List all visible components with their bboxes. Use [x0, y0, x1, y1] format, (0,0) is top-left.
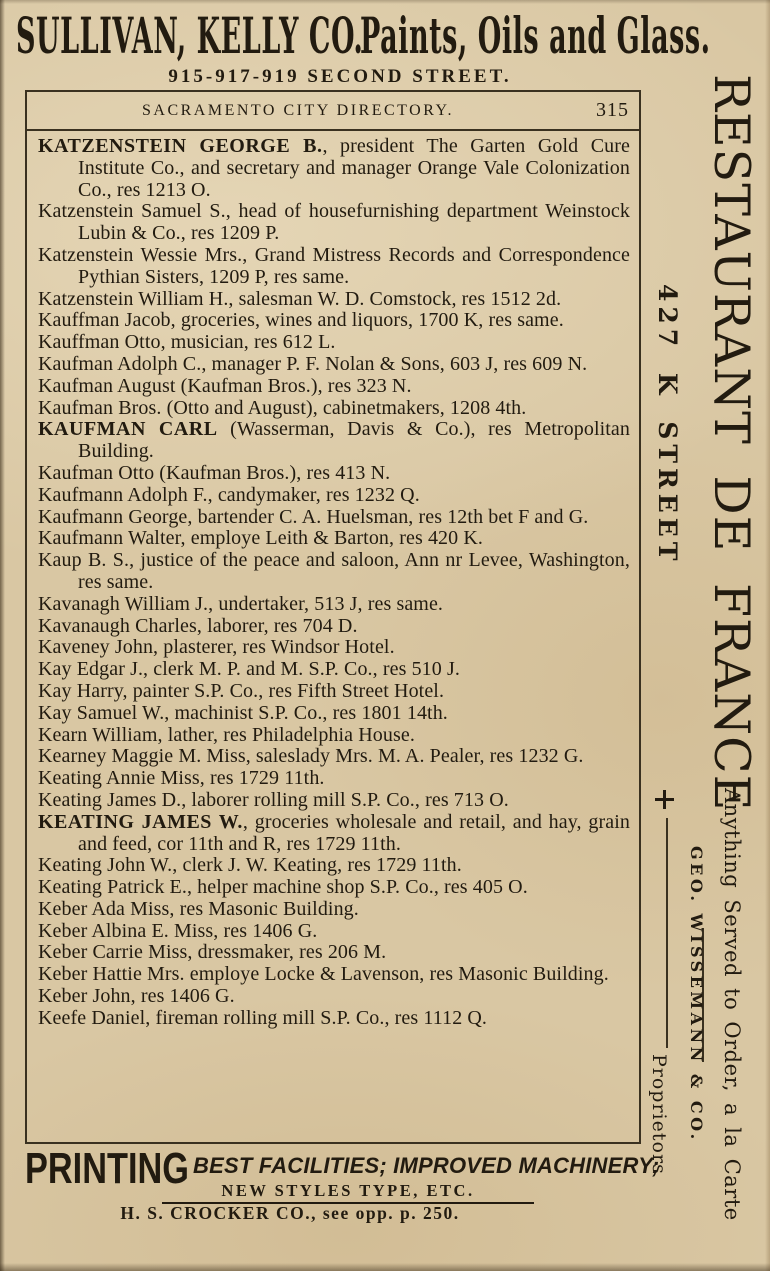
- directory-entry-name: KATZENSTEIN GEORGE B.: [38, 135, 323, 157]
- directory-entry: KATZENSTEIN GEORGE B., president The Garten Gold Cure Institute Co., and secretary and manager Orange Vale Colonization Co., res 1213 O.: [38, 135, 630, 201]
- directory-entry: Kavanagh William J., undertaker, 513 J, res same.: [38, 592, 444, 615]
- top-ad-street-address: 915-917-919 SECOND STREET.: [168, 66, 512, 87]
- directory-entry: Kaufman Bros. (Otto and August), cabinetmakers, 1208 4th.: [38, 396, 527, 419]
- top-ad-company-name: SULLIVAN, KELLY CO.: [16, 7, 364, 66]
- directory-entry: Keber John, res 1406 G.: [38, 985, 235, 1008]
- side-ad-proprietor-name: GEO. WISSEMANN & CO.: [687, 846, 706, 1143]
- directory-entry: Kay Edgar J., clerk M. P. and M. S.P. Co., res 510 J.: [38, 658, 460, 681]
- top-ad-product-line: Paints, Oils and Glass.: [360, 7, 711, 66]
- directory-entry: Kaveney John, plasterer, res Windsor Hotel.: [38, 636, 395, 659]
- directory-entry: Keating John W., clerk J. W. Keating, res 1729 11th.: [38, 854, 462, 877]
- page-edge-bottom: [0, 1263, 770, 1271]
- directory-title: SACRAMENTO CITY DIRECTORY.: [142, 102, 454, 119]
- page-number: 315: [596, 99, 629, 121]
- directory-entry: Keating Patrick E., helper machine shop S.P. Co., res 405 O.: [38, 876, 528, 899]
- bottom-ad-printing: PRINTING: [25, 1144, 189, 1193]
- side-ad-restaurant-name: RESTAURANT DE FRANCE: [703, 74, 760, 812]
- page-edge-left: [0, 0, 5, 1271]
- directory-entry: Kaufmann George, bartender C. A. Huelsman, res 12th bet F and G.: [38, 505, 589, 528]
- directory-entry: Kauffman Otto, musician, res 612 L.: [38, 331, 336, 354]
- side-ad-street-address: 427 K STREET: [653, 284, 682, 566]
- directory-entry: Keber Hattie Mrs. employe Locke & Lavenson, res Masonic Building.: [38, 963, 609, 986]
- bottom-ad-facilities: BEST FACILITIES; IMPROVED MACHINERY;: [193, 1153, 660, 1178]
- directory-entry-name: KAUFMAN CARL: [38, 418, 218, 441]
- directory-entry: Keber Ada Miss, res Masonic Building.: [38, 897, 359, 920]
- directory-entry: Keating James D., laborer rolling mill S.P. Co., res 713 O.: [38, 788, 509, 811]
- directory-entry: Kaufman August (Kaufman Bros.), res 323 N.: [38, 374, 412, 397]
- directory-entry: Kearney Maggie M. Miss, saleslady Mrs. M. A. Pealer, res 1232 G.: [38, 745, 584, 768]
- directory-entry: Katzenstein Samuel S., head of housefurnishing department Weinstock Lubin & Co., res 1209 P.: [38, 200, 630, 245]
- directory-entries: [27, 131, 639, 1030]
- bottom-ad-crocker: H. S. CROCKER CO., see opp. p. 250.: [120, 1203, 460, 1223]
- directory-header: [27, 92, 639, 131]
- directory-entry: Kearn William, lather, res Philadelphia House.: [38, 723, 415, 746]
- directory-entry: Kaufman Otto (Kaufman Bros.), res 413 N.: [38, 461, 391, 484]
- directory-box: [25, 90, 641, 1144]
- directory-entry: Kaufmann Adolph F., candymaker, res 1232 Q.: [38, 483, 420, 506]
- directory-entry: Keating Annie Miss, res 1729 11th.: [38, 767, 325, 790]
- bottom-ad-styles: NEW STYLES TYPE, ETC.: [162, 1181, 534, 1204]
- cross-ornament-icon: [655, 790, 674, 809]
- directory-entry: Keber Carrie Miss, dressmaker, res 206 M.: [38, 941, 387, 964]
- directory-entry: Kaufmann Walter, employe Leith & Barton, res 420 K.: [38, 527, 483, 550]
- side-ad-tagline: Anything Served to Order, a la Carte: [720, 788, 744, 1221]
- directory-entry: Kay Harry, painter S.P. Co., res Fifth Street Hotel.: [38, 679, 445, 702]
- side-ad-proprietor-label: Proprietors: [648, 1054, 670, 1175]
- directory-entry-name: KEATING JAMES W.: [38, 810, 243, 833]
- sidebar-divider-rule: [666, 818, 668, 1048]
- directory-entry: KEATING JAMES W., groceries wholesale and retail, and hay, grain and feed, cor 11th and R, res 1729 11th.: [38, 810, 630, 855]
- directory-entry: Kauffman Jacob, groceries, wines and liquors, 1700 K, res same.: [38, 309, 564, 332]
- directory-entry: Kay Samuel W., machinist S.P. Co., res 1801 14th.: [38, 701, 448, 724]
- directory-entry: Katzenstein William H., salesman W. D. Comstock, res 1512 2d.: [38, 287, 562, 310]
- directory-entry: Katzenstein Wessie Mrs., Grand Mistress Records and Correspondence Pythian Sisters, 1209 P, res same.: [38, 243, 630, 288]
- directory-entry: Keefe Daniel, fireman rolling mill S.P. Co., res 1112 Q.: [38, 1006, 488, 1029]
- page-edge-right: [765, 0, 770, 1271]
- directory-entry: Kaufman Adolph C., manager P. F. Nolan & Sons, 603 J, res 609 N.: [38, 352, 588, 375]
- page-edge-top: [0, 0, 770, 4]
- directory-entry: KAUFMAN CARL (Wasserman, Davis & Co.), res Metropolitan Building.: [38, 418, 630, 463]
- directory-entry: Kaup B. S., justice of the peace and saloon, Ann nr Levee, Washington, res same.: [38, 549, 630, 593]
- directory-entry: Kavanaugh Charles, laborer, res 704 D.: [38, 614, 358, 637]
- directory-entry: Keber Albina E. Miss, res 1406 G.: [38, 919, 318, 942]
